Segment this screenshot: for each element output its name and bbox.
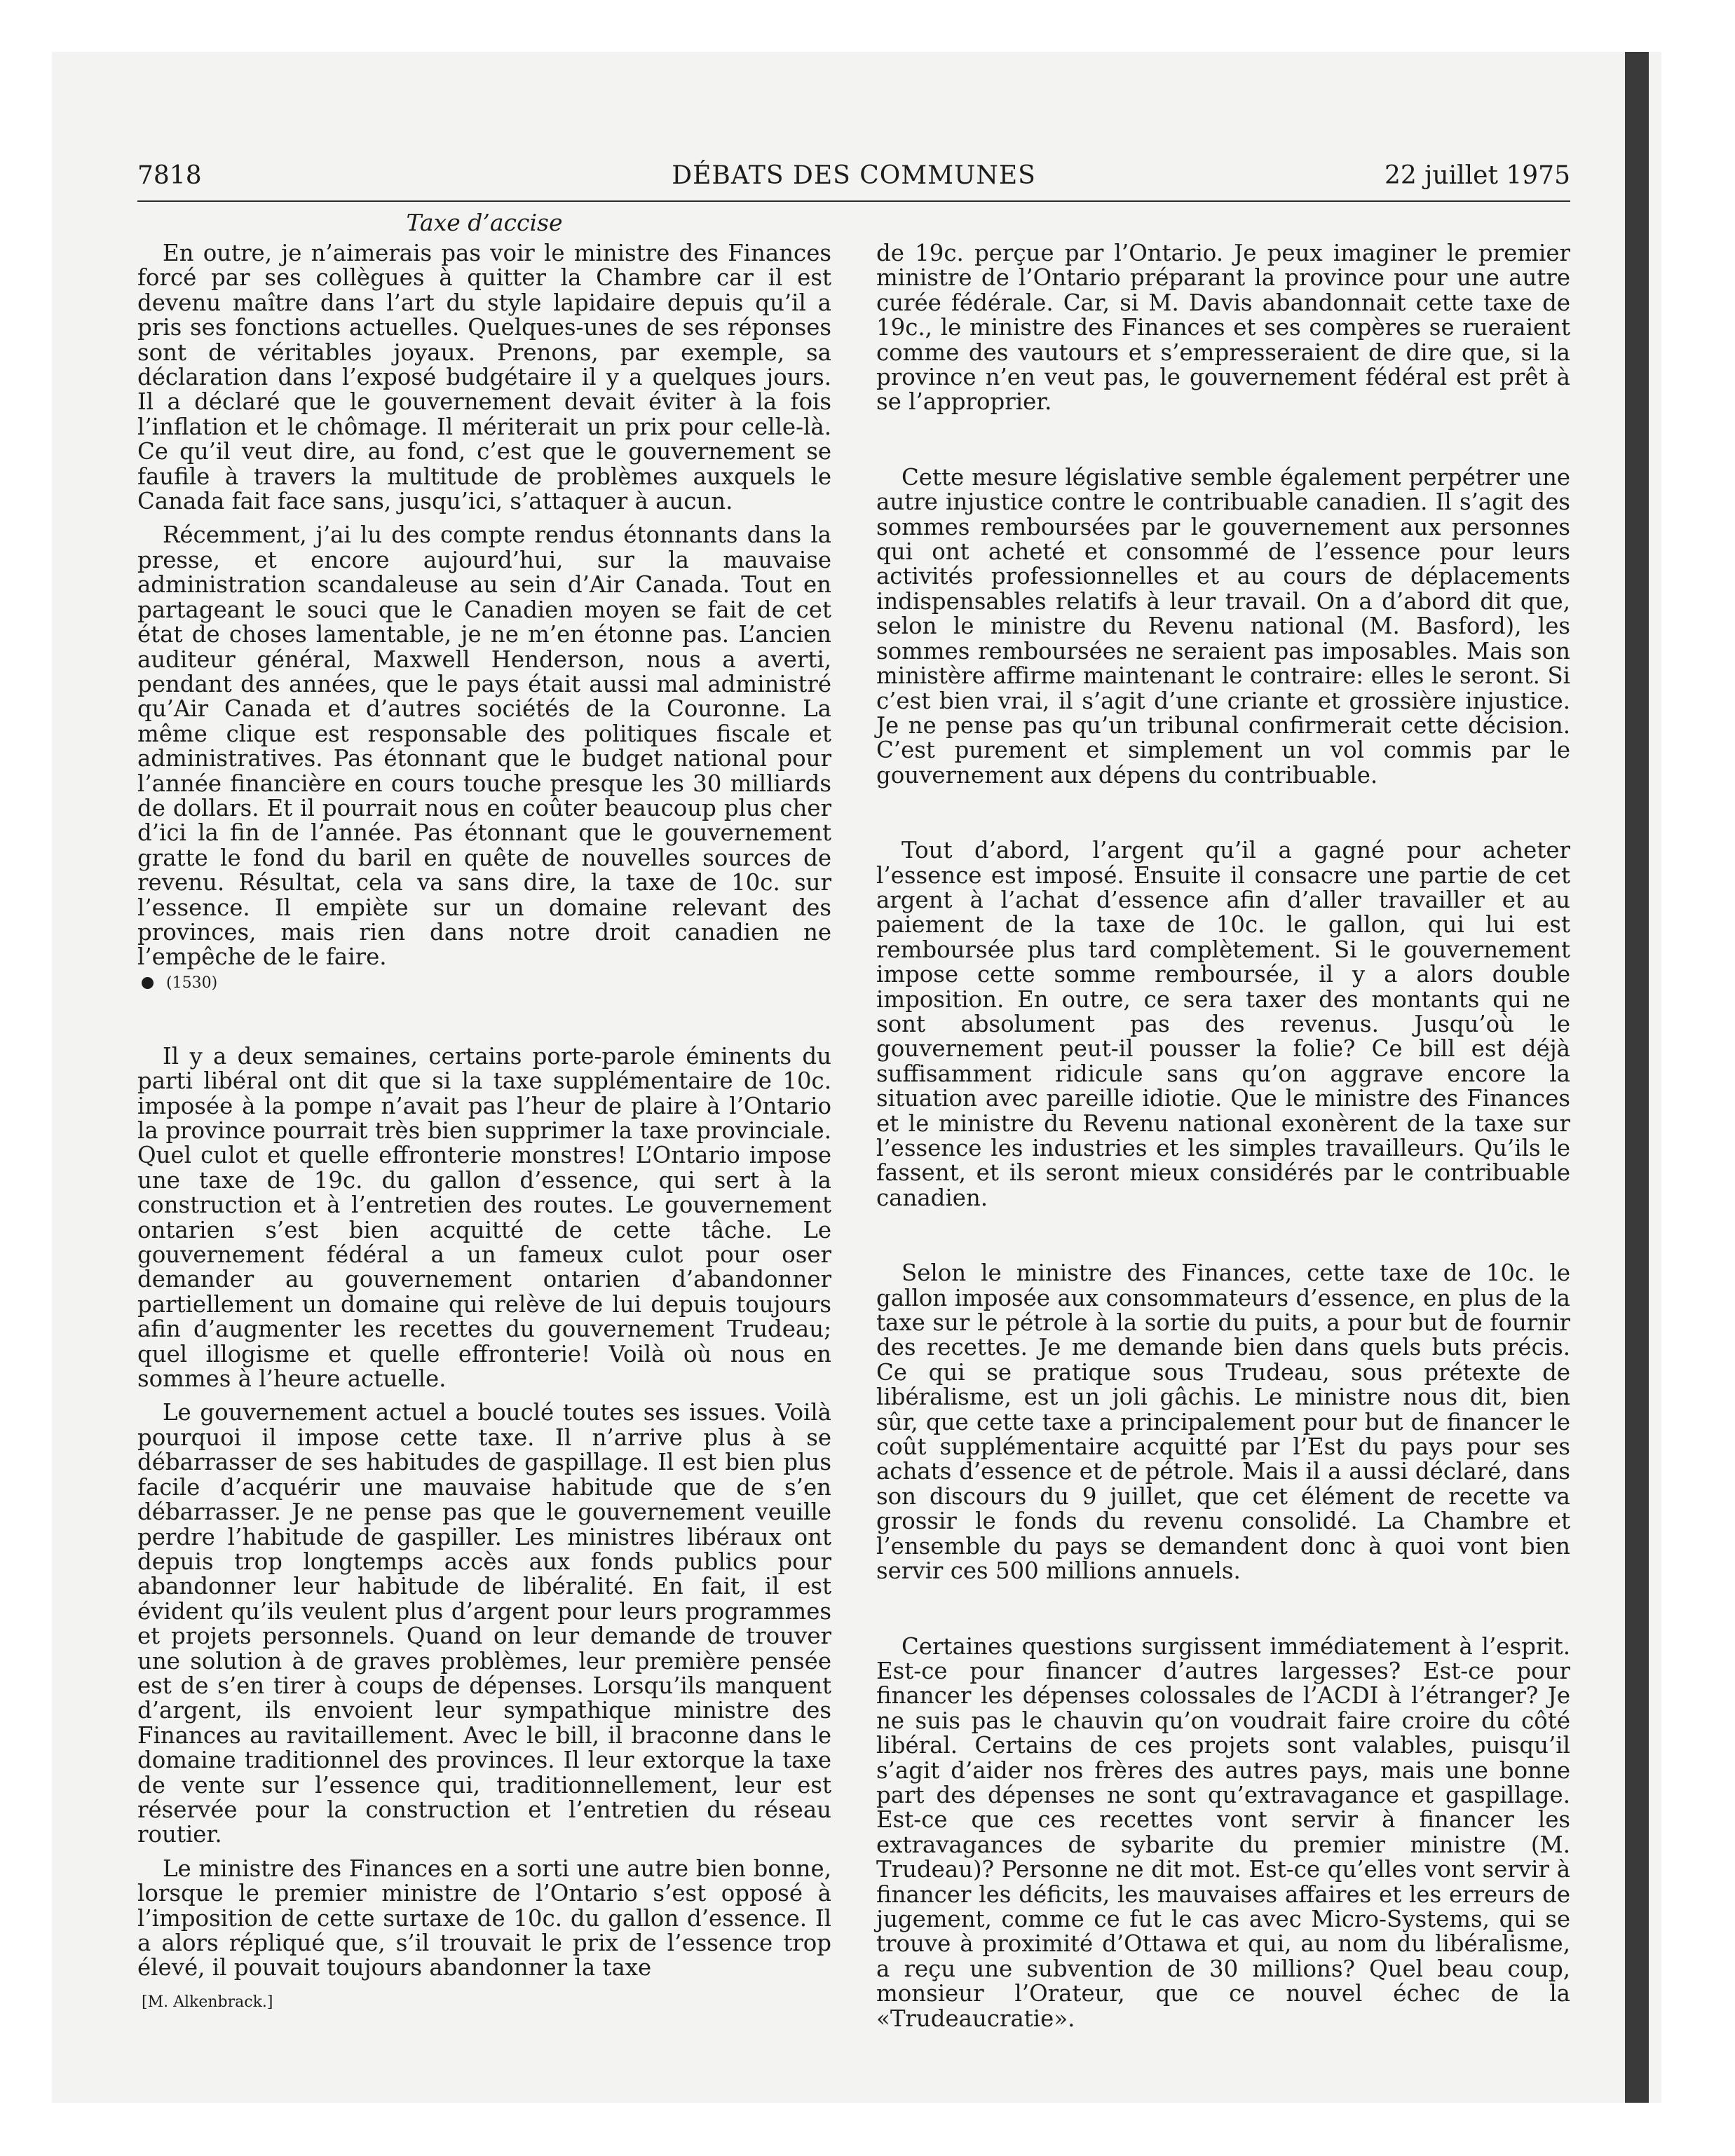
- paragraph: de 19c. perçue par l’Ontario. Je peux imaginer le premier ministre de l’Ontario préparant la province pour une autre curée fédérale. Car, si M. Davis abandonnait cette taxe de 19c., le ministre des Finances et ses compères se rueraient comme des vautours et s’empresseraient de dire que, si la province n’en veut pas, le gouvernement fédéral est prêt à se l’approprier.: [876, 240, 1570, 416]
- publication-title: DÉBATS DES COMMUNES: [672, 161, 1036, 190]
- paragraph: Tout d’abord, l’argent qu’il a gagné pour acheter l’essence est imposé. Ensuite il consacre une partie de cet argent à l’achat d’essence afin d’aller travailler et au paiement de la taxe de 10c. le gallon, qui lui est remboursée plus tard complètement. Si le gouvernement impose cette somme remboursée, il y a alors double imposition. En outre, ce sera taxer des montants qui ne sont absolument pas des revenus. Jusqu’où le gouvernement peut-il pousser la folie? Ce bill est déjà suffisamment ridicule sans qu’on aggrave encore la situation avec pareille idiotie. Que le ministre des Finances et le ministre du Revenu national exonèrent de la taxe sur l’essence les industries et les simples travailleurs. Qu’ils le fassent, et ils seront mieux considérés par le contribuable canadien.: [876, 837, 1570, 1211]
- paragraph: Le gouvernement actuel a bouclé toutes ses issues. Voilà pourquoi il impose cette taxe. Il n’arrive plus à se débarrasser de ses habitudes de gaspillage. Il est bien plus facile d’acquérir une mauvaise habitude que de s’en débarrasser. Je ne pense pas que le gouvernement veuille perdre l’habitude de gaspiller. Les ministres libéraux ont depuis trop longtemps accès aux fonds publics pour abandonner leur habitude de libéralité. En fait, il est évident qu’ils veulent plus d’argent pour leurs programmes et projets personnels. Quand on leur demande de trouver une solution à de graves problèmes, leur première pensée est de s’en tirer à coups de dépenses. Lorsqu’ils manquent d’argent, ils envoient leur sympathique ministre des Finances au ravitaillement. Avec le bill, il braconne dans le domaine traditionnel des provinces. Il leur extorque la taxe de vente sur l’essence qui, traditionnellement, leur est réservée pour la construction et l’entretien du réseau routier.: [137, 1399, 831, 1848]
- subject-heading: Taxe d’accise: [406, 209, 563, 236]
- paragraph: Cette mesure législative semble également perpétrer une autre injustice contre le contribuable canadien. Il s’agit des sommes remboursées par le gouvernement aux personnes qui ont acheté et consommé de l’essence pour leurs activités professionnelles et au cours de déplacements indispensables relatifs à leur travail. On a d’abord dit que, selon le ministre du Revenu national (M. Basford), les sommes remboursées ne seraient pas imposables. Mais son ministère affirme maintenant le contraire: elles le seront. Si c’est bien vrai, il s’agit d’une criante et grossière injustice. Je ne pense pas qu’un tribunal confirmerait cette décision. C’est purement et simplement un vol commis par le gouvernement aux dépens du contribuable.: [876, 463, 1570, 789]
- page-header: [137, 158, 1570, 202]
- binding-edge: [1625, 52, 1649, 2103]
- paragraph: En outre, je n’aimerais pas voir le ministre des Finances forcé par ses collègues à quitter la Chambre car il est devenu maître dans l’art du style lapidaire depuis qu’il a pris ses fonctions actuelles. Quelques-unes de ses réponses sont de véritables joyaux. Prenons, par exemple, sa déclaration dans l’exposé budgétaire il y a quelques jours. Il a déclaré que le gouvernement devait éviter à la fois l’inflation et le chômage. Il mériterait un prix pour celle-là. Ce qu’il veut dire, au fond, c’est que le gouvernement se faufile à travers la multitude de problèmes auxquels le Canada fait face sans, jusqu’ici, s’attaquer à aucun.: [137, 240, 831, 515]
- time-marker: [142, 973, 831, 994]
- speaker-signature: [M. Alkenbrack.]: [142, 1993, 273, 2011]
- page-number: 7818: [137, 161, 202, 190]
- left-column: [137, 241, 831, 2013]
- publication-date: 22 juillet 1975: [1384, 161, 1570, 190]
- paragraph: Certaines questions surgissent immédiatement à l’esprit. Est-ce pour financer d’autres largesses? Est-ce pour financer les dépenses colossales de l’ACDI à l’étranger? Je ne suis pas le chauvin qu’on voudrait faire croire du côté libéral. Certains de ces projets sont valables, puisqu’il s’agit d’aider nos frères des autres pays, mais une bonne part des dépenses ne sont qu’extravagance et gaspillage. Est-ce que ces recettes vont servir à financer les extravagances de sybarite du premier ministre (M. Trudeau)? Personne ne dit mot. Est-ce qu’elles vont servir à financer les déficits, les mauvaises affaires et les erreurs de jugement, comme ce fut le cas avec Micro-Systems, qui se trouve à proximité d’Ottawa et qui, au nom du libéralisme, a reçu une subvention de 30 millions? Quel beau coup, monsieur l’Orateur, que ce nouvel échec de la «Trudeaucratie».: [876, 1632, 1570, 2032]
- paragraph: Récemment, j’ai lu des compte rendus étonnants dans la presse, et encore aujourd’hui, sur la mauvaise administration scandaleuse au sein d’Air Canada. Tout en partageant le souci que le Canadien moyen se fait de cet état de choses lamentable, je ne m’en étonne pas. L’ancien auditeur général, Maxwell Henderson, nous a averti, pendant des années, que le pays était aussi mal administré qu’Air Canada et d’autres sociétés de la Couronne. La même clique est responsable des politiques fiscale et administratives. Pas étonnant que le budget national pour l’année financière en cours touche presque les 30 milliards de dollars. Et il pourrait nous en coûter beaucoup plus cher d’ici la fin de l’année. Pas étonnant que le gouvernement gratte le fond du baril en quête de nouvelles sources de revenu. Résultat, cela va sans dire, la taxe de 10c. sur l’essence. Il empiète sur un domaine relevant des provinces, mais rien dans notre droit canadien ne l’empêche de le faire.: [137, 521, 831, 971]
- right-column: [876, 241, 1570, 2031]
- bullet-dot-icon: [142, 977, 154, 989]
- time-marker-label: (1530): [166, 974, 218, 992]
- paragraph: Selon le ministre des Finances, cette taxe de 10c. le gallon imposée aux consommateurs d’essence, en plus de la taxe sur le pétrole à la sortie du puits, a pour but de fournir des recettes. Je me demande bien dans quels buts précis. Ce qui se pratique sous Trudeau, sous prétexte de libéralisme, est un joli gâchis. Le ministre nous dit, bien sûr, que cette taxe a principalement pour but de financer le coût supplémentaire acquitté par l’Est du pays pour ses achats d’essence et de pétrole. Mais il a aussi déclaré, dans son discours du 9 juillet, que cet élément de recette va grossir le fonds du revenu consolidé. La Chambre et l’ensemble du pays se demandent donc à quoi vont bien servir ces 500 millions annuels.: [876, 1260, 1570, 1585]
- paragraph: Il y a deux semaines, certains porte-parole éminents du parti libéral ont dit que si la taxe supplémentaire de 10c. imposée à la pompe n’avait pas l’heur de plaire à l’Ontario la province pourrait très bien supprimer la taxe provinciale. Quel culot et quelle effronterie monstres! L’Ontario impose une taxe de 19c. du gallon d’essence, qui sert à la construction et à l’entretien des routes. Le gouvernement ontarien s’est bien acquitté de cette tâche. Le gouvernement fédéral a un fameux culot pour oser demander au gouvernement ontarien d’abandonner partiellement un domaine qui relève de lui depuis toujours afin d’augmenter les recettes du gouvernement Trudeau; quel illogisme et quelle effronterie! Voilà où nous en sommes à l’heure actuelle.: [137, 1042, 831, 1393]
- paragraph: Le ministre des Finances en a sorti une autre bien bonne, lorsque le premier ministre de l’Ontario s’est opposé à l’imposition de cette surtaxe de 10c. du gallon d’essence. Il a alors répliqué que, s’il trouvait le prix de l’essence trop élevé, il pouvait toujours abandonner la taxe: [137, 1855, 831, 1981]
